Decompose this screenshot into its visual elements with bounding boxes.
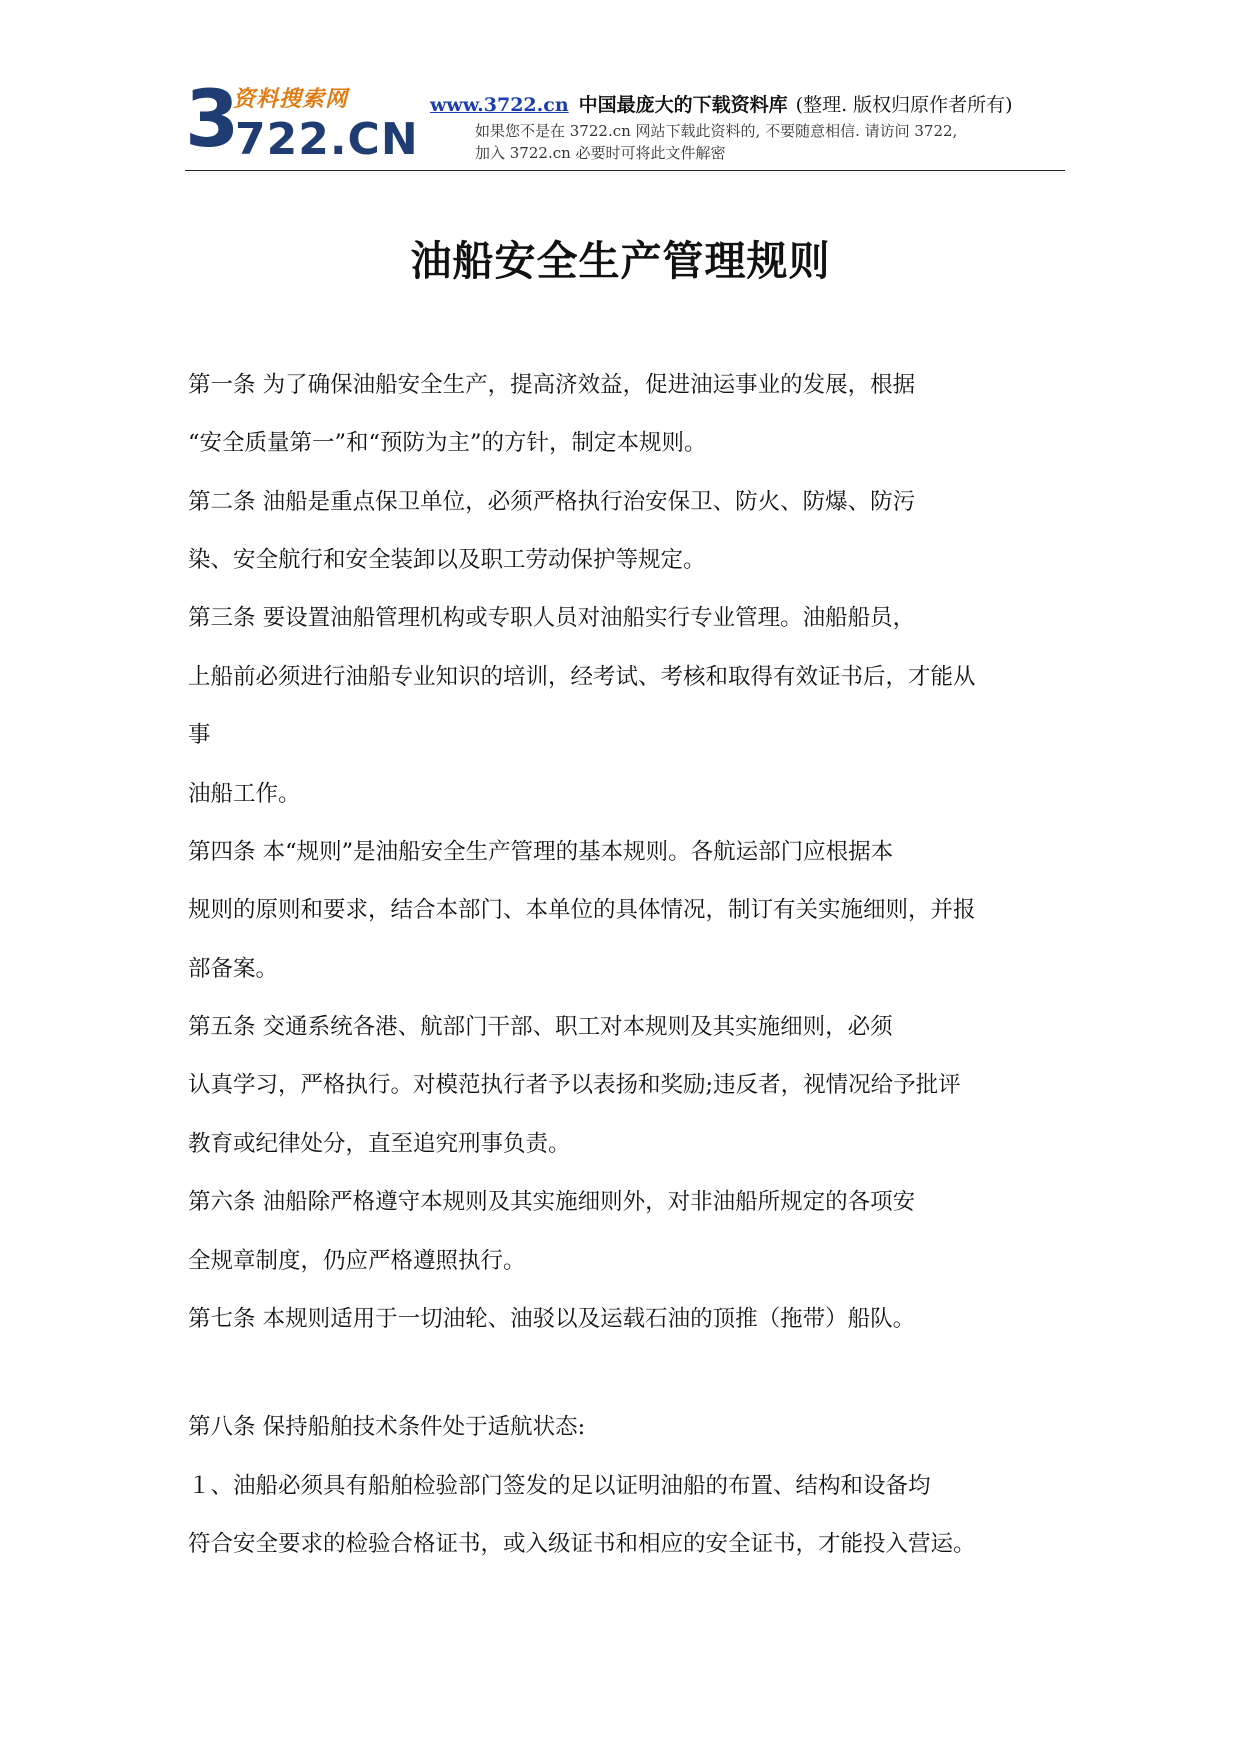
site-link[interactable]: www.3722.cn <box>430 94 569 116</box>
copyright-note: (整理. 版权归原作者所有) <box>795 94 1013 116</box>
body-line: 认真学习，严格执行。对模范执行者予以表扬和奖励;违反者，视情况给予批评 <box>188 1072 961 1098</box>
body-line: 部备案。 <box>188 956 279 982</box>
body-line: 符合安全要求的检验合格证书，或入级证书和相应的安全证书，才能投入营运。 <box>188 1531 976 1557</box>
body-line: 第二条 油船是重点保卫单位，必须严格执行治安保卫、防火、防爆、防污 <box>188 489 916 515</box>
site-logo <box>185 75 430 166</box>
document-header <box>185 75 1065 171</box>
body-line: 第一条 为了确保油船安全生产，提高济效益，促进油运事业的发展，根据 <box>188 372 916 398</box>
logo-numeral: 3 <box>185 75 240 165</box>
body-line: 教育或纪律处分，直至追究刑事负责。 <box>188 1131 571 1157</box>
library-slogan: 中国最庞大的下载资料库 <box>578 94 788 116</box>
disclaimer-line-2: 加入 3722.cn 必要时可将此文件解密 <box>475 144 726 162</box>
body-line: 全规章制度，仍应严格遵照执行。 <box>188 1248 526 1274</box>
body-line: 规则的原则和要求，结合本部门、本单位的具体情况，制订有关实施细则，并报 <box>188 897 976 923</box>
body-line: 第七条 本规则适用于一切油轮、油驳以及运载石油的顶推（拖带）船队。 <box>188 1306 916 1332</box>
body-line: 染、安全航行和安全装卸以及职工劳动保护等规定。 <box>188 547 706 573</box>
body-line: 第五条 交通系统各港、航部门干部、职工对本规则及其实施细则，必须 <box>188 1014 893 1040</box>
logo-tagline: 资料搜索网 <box>233 86 349 112</box>
body-line: 油船工作。 <box>188 781 301 807</box>
body-line: 第六条 油船除严格遵守本规则及其实施细则外，对非油船所规定的各项安 <box>188 1189 916 1215</box>
header-banner <box>430 90 1013 117</box>
body-line: 上船前必须进行油船专业知识的培训，经考试、考核和取得有效证书后，才能从 <box>188 664 976 690</box>
body-line: １、油船必须具有船舶检验部门签发的足以证明油船的布置、结构和设备均 <box>188 1473 931 1499</box>
body-line: “安全质量第一”和“预防为主”的方针，制定本规则。 <box>188 430 707 456</box>
body-line: 事 <box>188 722 211 748</box>
disclaimer-line-1: 如果您不是在 3722.cn 网站下载此资料的, 不要随意相信. 请访问 3722, <box>475 122 958 140</box>
logo-domain: 722.CN <box>235 114 419 165</box>
body-line: 第三条 要设置油船管理机构或专职人员对油船实行专业管理。油船船员， <box>188 605 916 631</box>
body-line: 第八条 保持船舶技术条件处于适航状态: <box>188 1414 586 1440</box>
body-line: 第四条 本“规则”是油船安全生产管理的基本规则。各航运部门应根据本 <box>188 839 894 865</box>
document-title: 油船安全生产管理规则 <box>410 237 831 285</box>
